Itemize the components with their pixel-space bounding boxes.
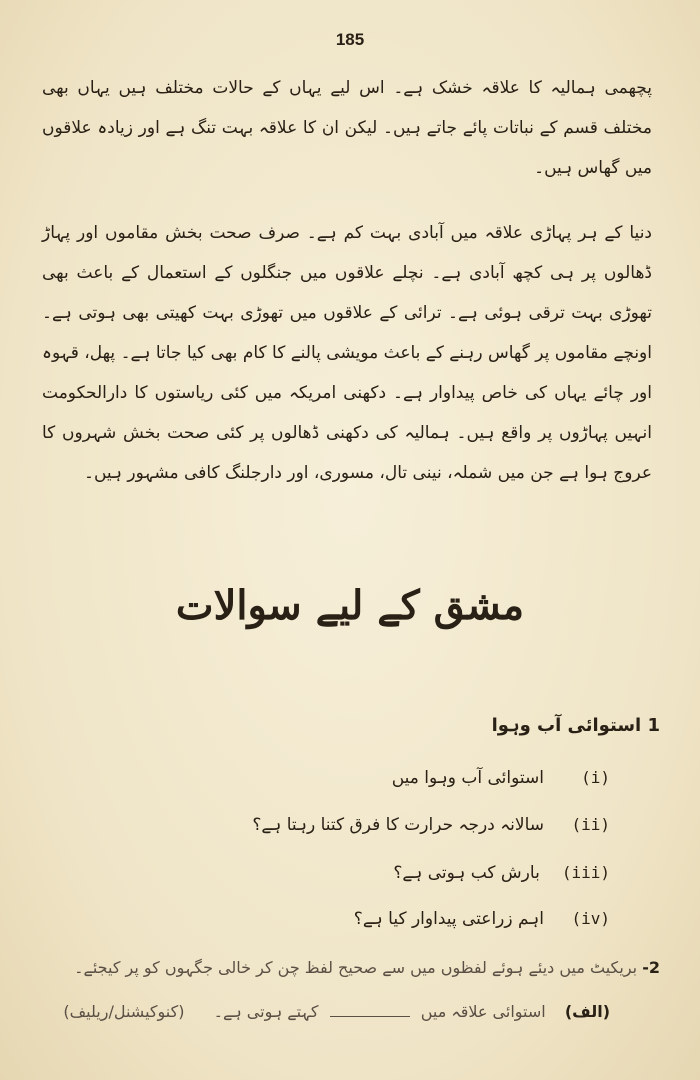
question-1-number: 1 bbox=[647, 715, 660, 736]
paragraph-1: پچھمی ہمالیہ کا علاقہ خشک ہے۔ اس لیے یہاں کے حالات مختلف ہیں یہاں بھی مختلف قسم کے نباتات پائے جاتے ہیں۔ لیکن ان کا علاقہ بہت تنگ ہے اور زیادہ علاقوں میں گھاس ہیں۔ bbox=[42, 78, 652, 178]
item-number: (iii) bbox=[561, 863, 610, 882]
item-text: اہم زراعتی پیداوار کیا ہے؟ bbox=[353, 909, 544, 929]
question-2-number: 2- bbox=[642, 958, 660, 977]
fill-blank bbox=[330, 1016, 410, 1017]
question-1-item bbox=[50, 862, 610, 883]
question-2-text: بریکیٹ میں دیئے ہوئے لفظوں میں سے صحیح لفظ چن کر خالی جگہوں کو پر کیجئے۔ bbox=[74, 958, 638, 977]
question-1-title bbox=[492, 715, 660, 736]
paragraph-2: دنیا کے ہر پہاڑی علاقہ میں آبادی بہت کم ہے۔ صرف صحت بخش مقاموں اور پہاڑ ڈھالوں پر ہی کچھ آبادی ہے۔ نچلے علاقوں میں جنگلوں کے استعمال کے باعث بھی تھوڑی بہت ترقی ہوئی ہے۔ ترائی کے علاقوں میں تھوڑی بہت کھیتی بھی ہوتی ہے۔ اونچے مقاموں پر گھاس رہنے کے باعث مویشی پالنے کا کام بھی کیا جاتا ہے۔ پھل، قہوہ اور چائے یہاں کی خاص پیداوار ہے۔ دکھنی امریکہ میں کئی ریاستوں کا دارالحکومت انہیں پہاڑوں پر واقع ہیں۔ ہمالیہ کی دکھنی ڈھالوں پر کئی صحت بخش شہروں کا عروج ہوا ہے جن میں شملہ، نینی تال، مسوری، اور دارجلنگ کافی مشہور ہیں۔ bbox=[42, 223, 652, 483]
sub-text-after: کہتے ہوتی ہے۔ bbox=[213, 1002, 319, 1021]
question-1-item bbox=[50, 814, 610, 835]
question-1-item bbox=[50, 767, 610, 788]
page-number: 185 bbox=[335, 30, 365, 49]
item-text: استوائی آب وہوا میں bbox=[391, 768, 544, 788]
sub-options: (کنوکیشنل/ریلیف) bbox=[63, 1002, 185, 1021]
question-2 bbox=[30, 958, 660, 977]
question-2-sub bbox=[30, 1002, 610, 1021]
question-1-text: استوائی آب وہوا bbox=[491, 715, 642, 736]
item-number: (i) bbox=[581, 768, 610, 787]
sub-label: (الف) bbox=[564, 1002, 610, 1021]
exercise-heading: مشق کے لیے سوالات bbox=[175, 582, 525, 629]
sub-text-before: استوائی علاقہ میں bbox=[420, 1002, 546, 1021]
item-number: (iv) bbox=[571, 909, 610, 928]
item-text: سالانہ درجہ حرارت کا فرق کتنا رہتا ہے؟ bbox=[252, 815, 544, 835]
question-1-item bbox=[50, 908, 610, 929]
item-number: (ii) bbox=[571, 815, 610, 834]
item-text: بارش کب ہوتی ہے؟ bbox=[393, 863, 540, 883]
